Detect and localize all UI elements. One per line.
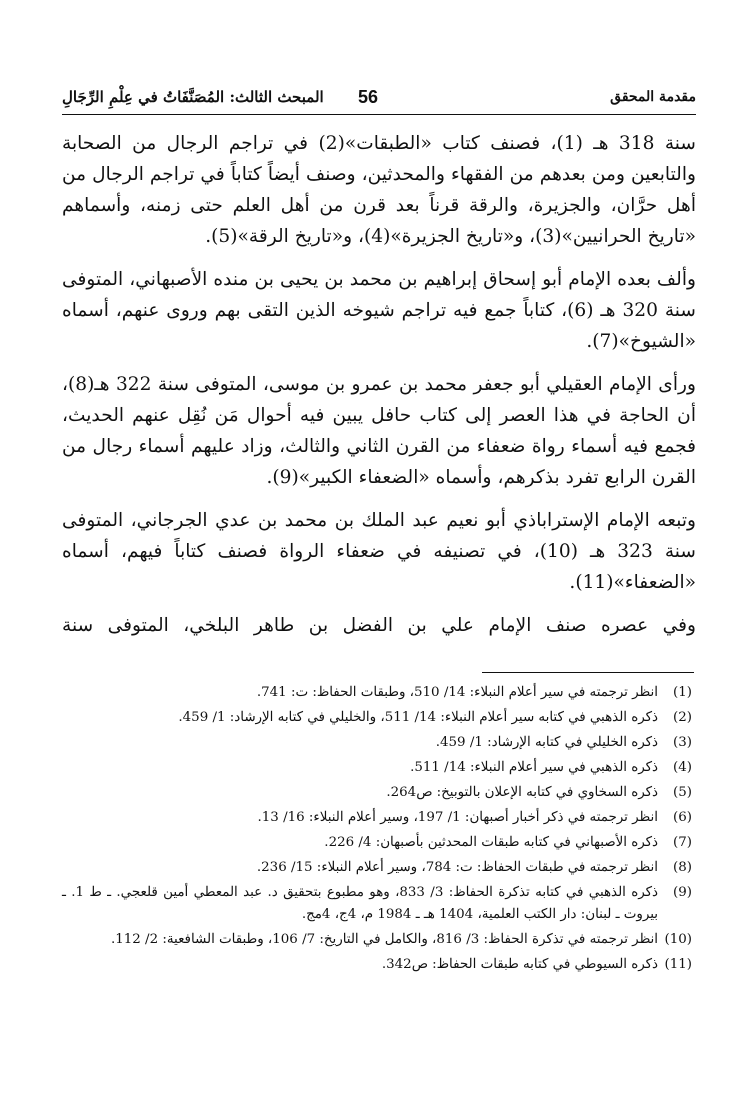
footnote [62,857,692,879]
footnote [62,732,692,754]
running-header [62,84,696,110]
footnote [62,757,692,779]
footnote-text: ذكره السخاوي في كتابه الإعلان بالتوبيخ: ص264. [386,785,658,800]
main-text [62,128,696,641]
footnotes [62,682,692,979]
footnote-number: (3) [673,735,692,750]
footnote-number: (9) [673,885,692,900]
footnote-number: (1) [673,685,692,700]
paragraph: وألف بعده الإمام أبو إسحاق إبراهيم بن محمد بن يحيى بن منده الأصبهاني، المتوفى سنة 320 هـ (6)، كتاباً جمع فيه تراجم شيوخه الذين التقى بهم وروى عنهم، أسماه «الشيوخ»(7). [62,269,696,352]
footnote-number: (5) [673,785,692,800]
header-rule [62,114,696,115]
footnote-number: (2) [673,710,692,725]
footnote-number: (10) [664,932,692,947]
paragraph: وفي عصره صنف الإمام علي بن الفضل بن طاهر البلخي، المتوفى سنة [62,615,696,636]
paragraph: ورأى الإمام العقيلي أبو جعفر محمد بن عمرو بن موسى، المتوفى سنة 322 هـ(8)، أن الحاجة في هذا العصر إلى كتاب حافل يبين فيه أحوال مَن نُقِل عنهم الحديث، فجمع فيه أسماء رواة ضعفاء من القرن الثاني والثالث، وزاد عليهم أسماء رجال من القرن الرابع تفرد بذكرهم، وأسماه «الضعفاء الكبير»(9). [62,374,696,488]
footnote-text: ذكره الخليلي في كتابه الإرشاد: 1/ 459. [435,735,658,750]
footnote-number: (7) [673,835,692,850]
footnote-text: ذكره الذهبي في سير أعلام النبلاء: 14/ 511. [410,760,658,775]
footnote [62,882,692,926]
footnote [62,832,692,854]
footnote [62,682,692,704]
paragraph: وتبعه الإمام الإستراباذي أبو نعيم عبد الملك بن محمد بن عدي الجرجاني، المتوفى سنة 323 هـ (10)، في تصنيفه في ضعفاء الرواة فصنف كتاباً فيهم، أسماه «الضعفاء»(11). [62,510,696,593]
footnote-text: انظر ترجمته في ذكر أخبار أصبهان: 1/ 197، وسير أعلام النبلاء: 16/ 13. [257,810,658,825]
page-number: 56 [358,87,379,107]
footnote [62,954,692,976]
footnote-text: انظر ترجمته في طبقات الحفاظ: ت: 784، وسير أعلام النبلاء: 15/ 236. [256,860,658,875]
footnote-rule [482,672,694,673]
footnote [62,707,692,729]
paragraph: سنة 318 هـ (1)، فصنف كتاب «الطبقات»(2) في تراجم الرجال من الصحابة والتابعين ومن بعدهم من الفقهاء والمحدثين، وصنف أيضاً كتاباً في تراجم الرجال من أهل حرَّان، والجزيرة، والرقة قرناً بعد قرن من أهل العلم حتى زمنه، وأسماهم «تاريخ الحرانيين»(3)، و«تاريخ الجزيرة»(4)، و«تاريخ الرقة»(5). [62,133,696,247]
header-section-title: المبحث الثالث: المُصَنَّفَاتُ في عِلْمِ الرِّجَالِ [62,88,324,106]
footnote-text: ذكره الذهبي في كتابه تذكرة الحفاظ: 3/ 833، وهو مطبوع بتحقيق د. عبد المعطي أمين قلعجي. ـ ط 1. ـ بيروت ـ لبنان: دار الكتب العلمية، 1404 هـ ـ 1984 م، 4ج، 4مج. [62,885,658,922]
footnote-text: ذكره السيوطي في كتابه طبقات الحفاظ: ص342. [381,957,658,972]
header-book-section: مقدمة المحقق [610,89,696,105]
footnote-text: انظر ترجمته في تذكرة الحفاظ: 3/ 816، والكامل في التاريخ: 7/ 106، وطبقات الشافعية: 2/ 112. [110,932,658,947]
footnote-number: (11) [664,957,692,972]
footnote-number: (4) [673,760,692,775]
footnote [62,807,692,829]
footnote-text: ذكره الأصبهاني في كتابه طبقات المحدثين بأصبهان: 4/ 226. [324,835,658,850]
footnote-text: ذكره الذهبي في كتابه سير أعلام النبلاء: 14/ 511، والخليلي في كتابه الإرشاد: 1/ 459. [178,710,658,725]
footnote-text: انظر ترجمته في سير أعلام النبلاء: 14/ 510، وطبقات الحفاظ: ت: 741. [256,685,658,700]
footnote [62,782,692,804]
footnote [62,929,692,951]
footnote-number: (8) [673,860,692,875]
footnote-number: (6) [673,810,692,825]
